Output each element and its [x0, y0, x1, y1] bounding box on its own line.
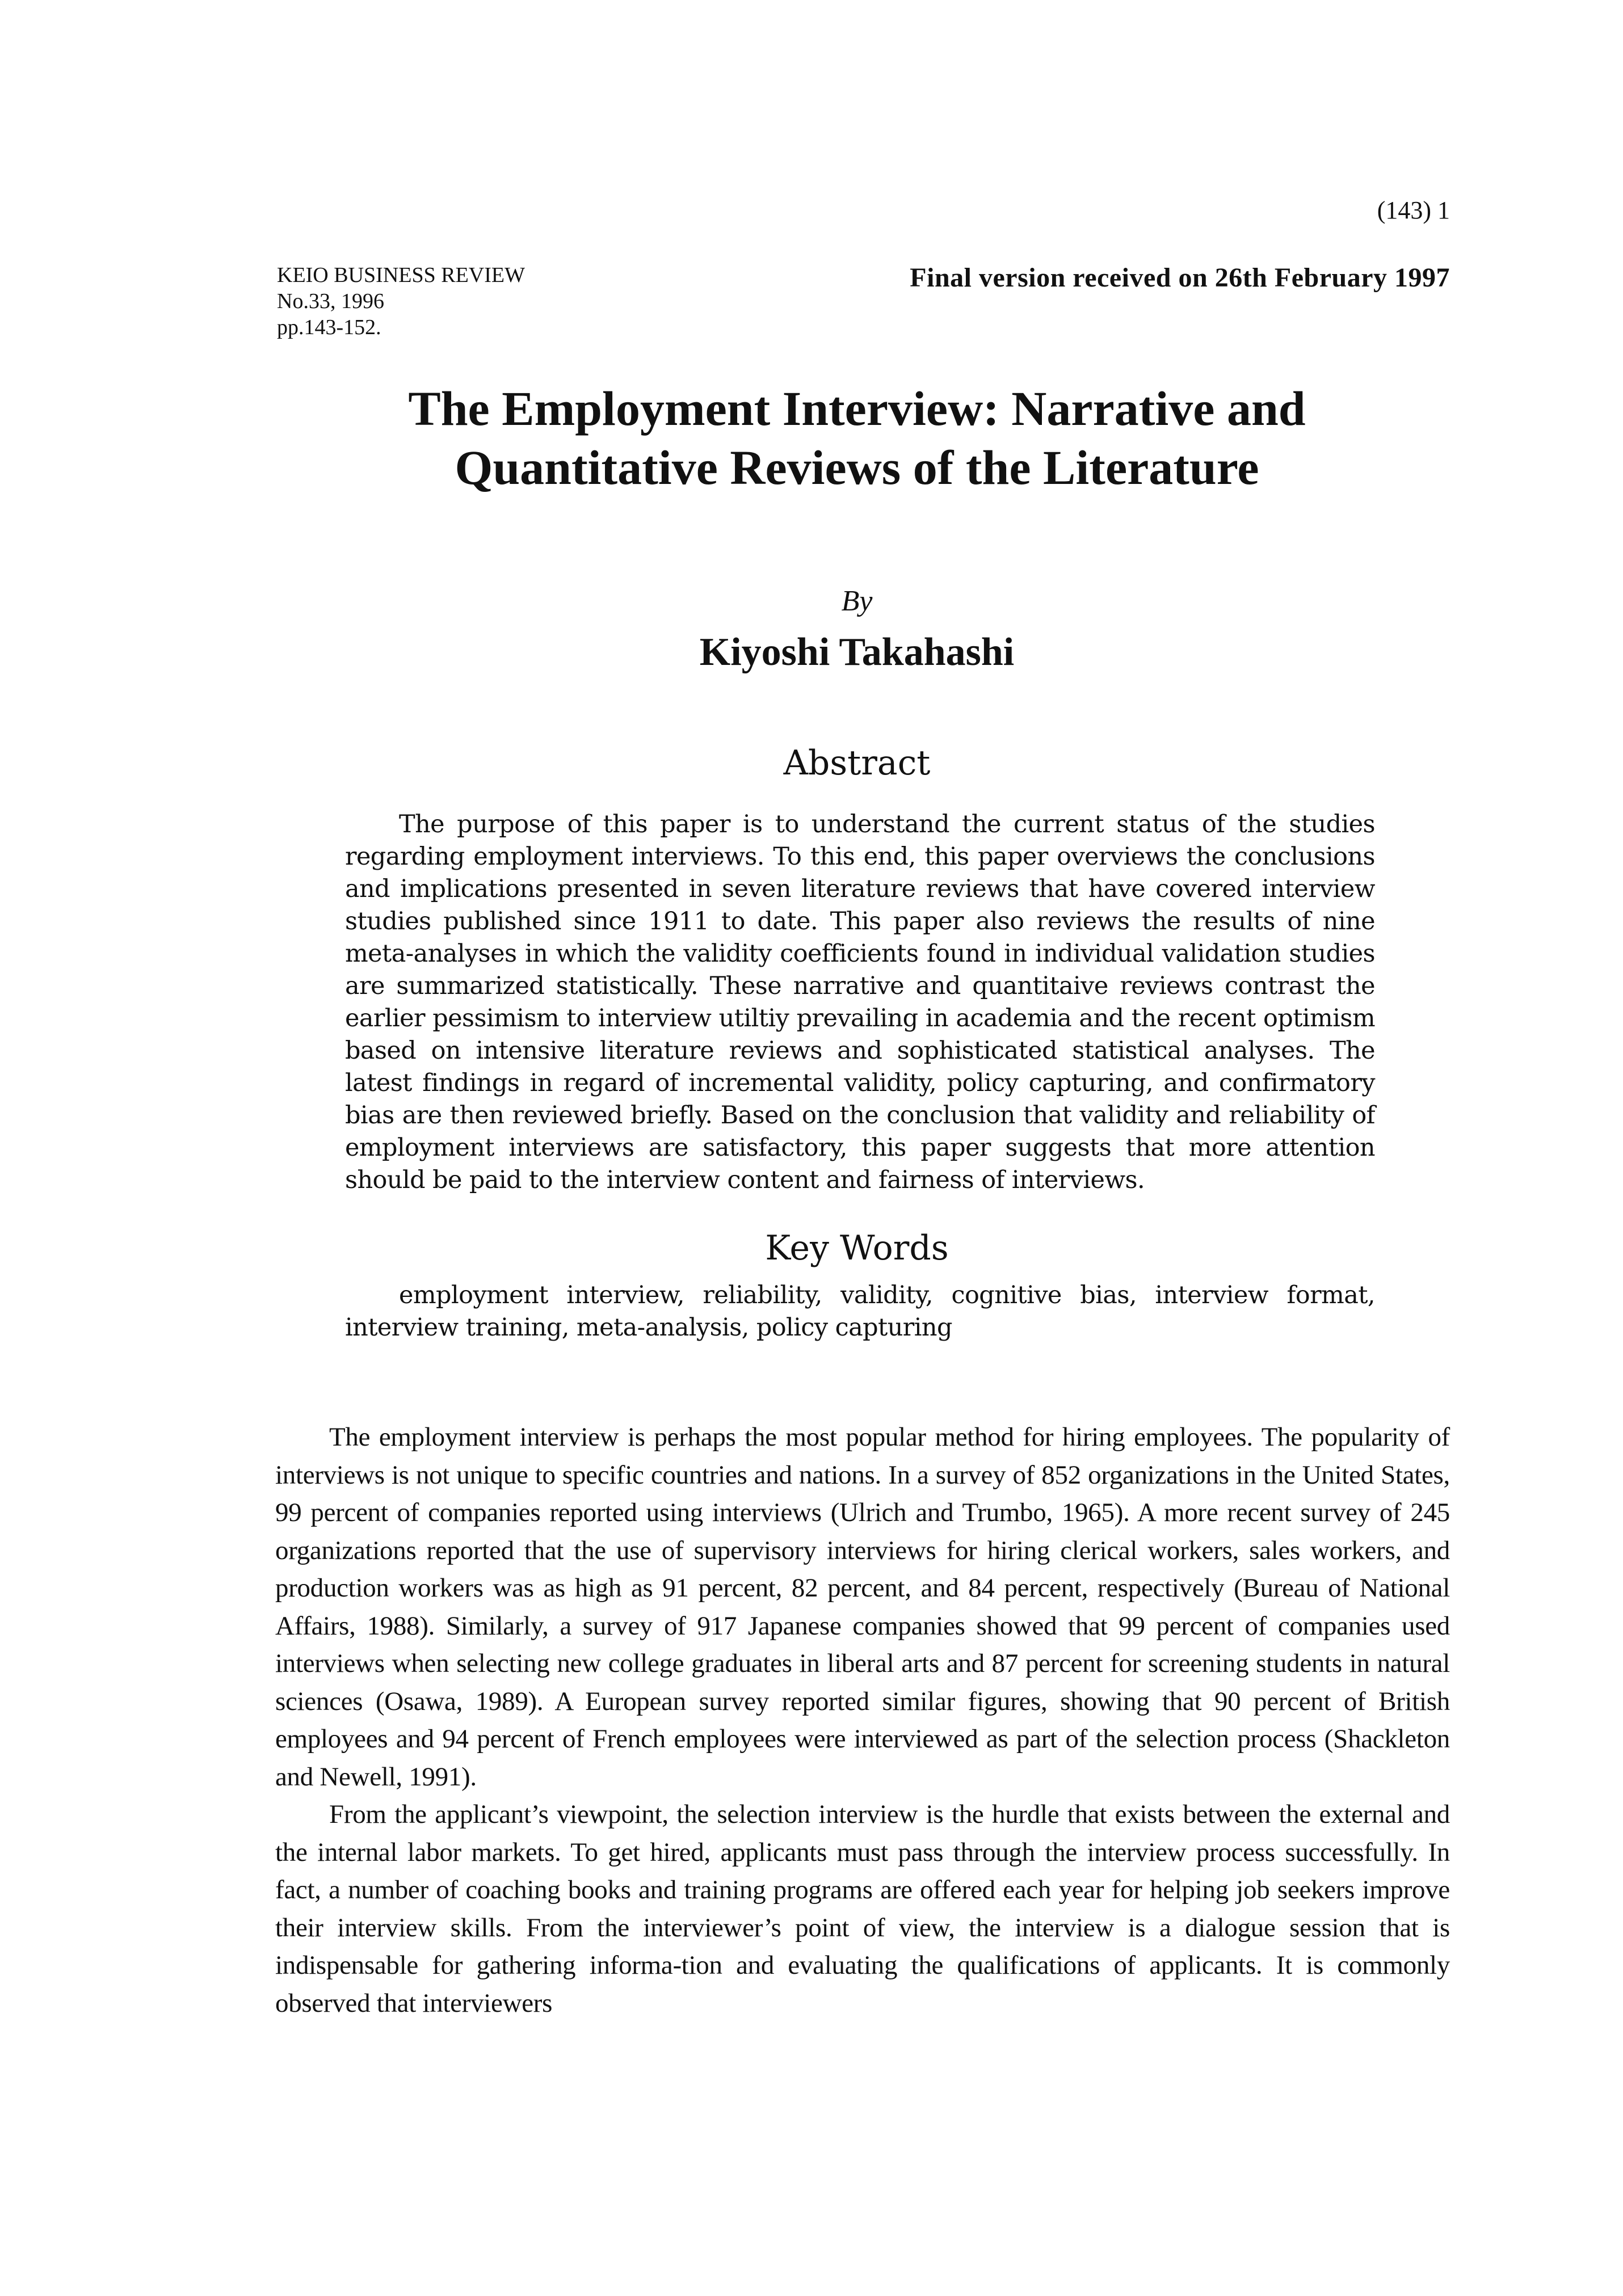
- abstract-heading: Abstract: [783, 743, 931, 783]
- page-number: (143) 1: [1377, 196, 1450, 224]
- author-name: Kiyoshi Takahashi: [699, 630, 1015, 674]
- journal-issue: No.33, 1996: [277, 289, 384, 313]
- body-text: [275, 1418, 1450, 2022]
- journal-pages: pp.143-152.: [277, 315, 381, 339]
- body-paragraph-2: From the applicant’s viewpoint, the selection interview is the hurdle that exists between the external and the internal labor markets. To get hired, applicants must pass through the interview process successfully. In fact, a number of coaching books and training programs are offered each year for helping job seekers improve their interview skills. From the interviewer’s point of view, the interview is a dialogue session that is indispensable for gathering informa-tion and evaluating the qualifications of applicants. It is commonly observed that interviewers: [275, 1800, 1450, 2018]
- keywords-text: employment interview, reliability, validity, cognitive bias, interview format, interview training, meta-analysis, policy capturing: [345, 1281, 1375, 1342]
- title-line-1: The Employment Interview: Narrative and: [408, 381, 1306, 436]
- by-label: By: [841, 585, 873, 617]
- final-version-notice: Final version received on 26th February 1997: [910, 263, 1450, 293]
- abstract-text: The purpose of this paper is to understand the current status of the studies regarding employment interviews. To this end, this paper overviews the conclusions and implications presented in seven literature reviews that have covered interview studies published since 1911 to date. This paper also reviews the results of nine meta-analyses in which the validity coefficients found in individual validation studies are summarized statistically. These narrative and quantitaive reviews contrast the earlier pessimism to interview utiltiy prevailing in academia and the recent optimism based on intensive literature reviews and sophisticated statistical analyses. The latest findings in regard of incremental validity, policy capturing, and confirmatory bias are then reviewed briefly. Based on the conclusion that validity and reliability of employment interviews are satisfactory, this paper suggests that more attention should be paid to the interview content and fairness of interviews.: [345, 810, 1375, 1194]
- body-paragraph-1: The employment interview is perhaps the most popular method for hiring employees. The popularity of interviews is not unique to specific countries and nations. In a survey of 852 organizations in the United States, 99 percent of companies reported using interviews (Ulrich and Trumbo, 1965). A more recent survey of 245 organizations reported that the use of supervisory interviews for hiring clerical workers, sales workers, and production workers was as high as 91 percent, 82 percent, and 84 percent, respectively (Bureau of National Affairs, 1988). Similarly, a survey of 917 Japanese companies showed that 99 percent of companies used interviews when selecting new college graduates in liberal arts and 87 percent for screening students in natural sciences (Osawa, 1989). A European survey reported similar figures, showing that 90 percent of British employees and 94 percent of French employees were interviewed as part of the selection process (Shackleton and Newell, 1991).: [275, 1422, 1450, 1792]
- journal-citation: [277, 262, 525, 340]
- paper-title: [0, 379, 1623, 497]
- journal-name: KEIO BUSINESS REVIEW: [277, 263, 525, 287]
- title-line-2: Quantitative Reviews of the Literature: [455, 440, 1259, 495]
- keywords-heading: Key Words: [765, 1228, 949, 1268]
